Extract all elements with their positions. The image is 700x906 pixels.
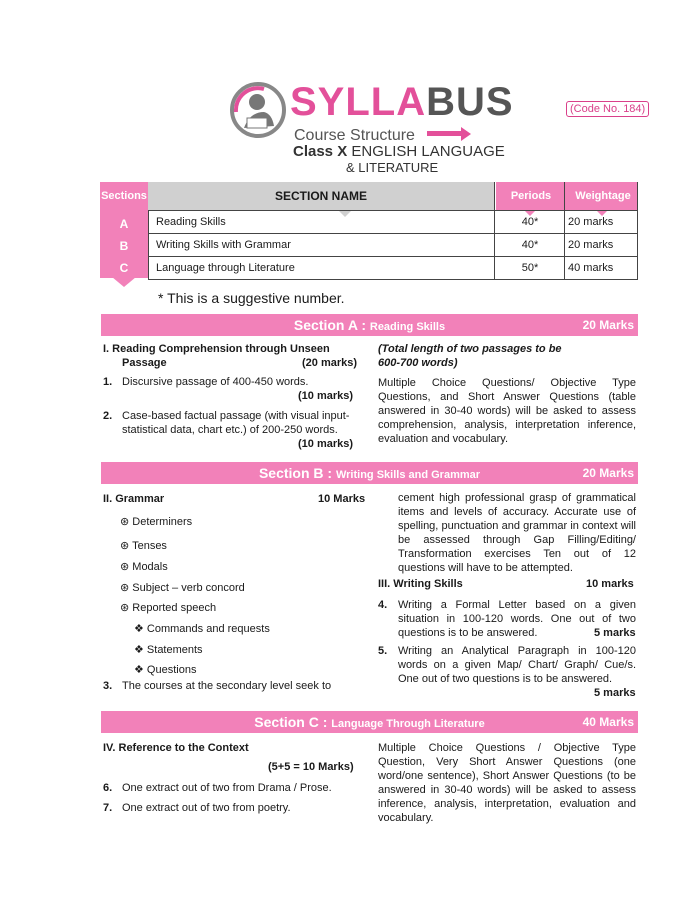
suggestive-note: * This is a suggestive number.: [158, 290, 345, 306]
item-1-text: Discursive passage of 400-450 words.: [122, 376, 309, 388]
grammar-item: ⊛ Determiners: [120, 516, 193, 528]
reading-heading: I. Reading Comprehension through Unseen: [103, 343, 330, 355]
grammar-item: ⊛ Reported speech: [120, 602, 217, 614]
item-6-text: One extract out of two from Drama / Prose.: [122, 782, 332, 794]
item-4-text: Writing a Formal Letter based on a given situation in 100-120 words. One out of two questions is to be answered.: [398, 599, 636, 639]
item-5-text: Writing an Analytical Paragraph in 100-120 words on a given Map/ Chart/ Graph/ Cue/s. One out of two questions is to be answered.: [398, 645, 636, 685]
item-number: 5.: [378, 645, 388, 657]
class-line: Class X ENGLISH LANGUAGE: [293, 143, 505, 160]
passage-length-note-2: 600-700 words): [378, 357, 458, 369]
item-4-marks: 5 marks: [594, 627, 636, 639]
table-row: Language through Literature 50* 40 marks: [148, 257, 638, 280]
writing-heading: III. Writing Skills: [378, 578, 463, 590]
item-2-text-2: statistical data, chart etc.) of 200-250 words.: [122, 424, 338, 436]
sections-column: [100, 182, 148, 278]
arrow-bar: [427, 131, 462, 136]
writing-marks: 10 marks: [586, 578, 634, 590]
sections-tip: [112, 277, 136, 287]
arrow-right-icon: [461, 127, 471, 141]
grammar-item: ⊛ Modals: [120, 561, 168, 573]
section-letter-a: A: [119, 217, 129, 231]
grammar-marks: 10 Marks: [318, 493, 366, 505]
speech-item: ❖ Commands and requests: [134, 623, 270, 635]
section-b-band: Section B : Writing Skills and Grammar 20 Marks: [101, 462, 638, 484]
section-c-band: Section C : Language Through Literature 40 Marks: [101, 711, 638, 733]
section-a-description: Multiple Choice Questions/ Objective Type Questions, and Short Answer Questions (table answered in 30-40 words) will be asked to assess comprehension, analysis, interpretation inference, evaluation and vocabulary.: [378, 377, 636, 445]
item-3-text: The courses at the secondary level seek to: [122, 680, 332, 692]
item-7-text: One extract out of two from poetry.: [122, 802, 291, 814]
item-number: 6.: [103, 782, 113, 794]
periods-weightage-header: Periods Weightage: [496, 182, 638, 210]
table-row: Reading Skills 40* 20 marks: [148, 211, 638, 234]
speech-item: ❖ Questions: [134, 664, 197, 676]
reading-marks: (20 marks): [302, 357, 358, 369]
grammar-heading: II. Grammar: [103, 493, 165, 505]
syllabus-title: SYLLABUS: [290, 80, 514, 124]
course-structure-subtitle: Course Structure: [294, 127, 415, 144]
item-5-marks: 5 marks: [594, 687, 636, 699]
item-number: 1.: [103, 376, 113, 388]
item-number: 3.: [103, 680, 113, 692]
section-letter-b: B: [119, 239, 129, 253]
grammar-item: ⊛ Subject – verb concord: [120, 582, 245, 594]
table-row: Writing Skills with Grammar 40* 20 marks: [148, 234, 638, 257]
item-2-text-1: Case-based factual passage (with visual input-: [122, 410, 350, 422]
section-a-band: Section A : Reading Skills 20 Marks: [101, 314, 638, 336]
section-letter-c: C: [119, 261, 129, 275]
reading-heading-2: Passage: [122, 357, 167, 369]
grammar-description: cement high professional grasp of grammatical items and levels of accuracy. Accurate use of spelling, punctuation and grammar in context will be assessed through Gap Filling/Editing/ Transformation exercises Ten out of 12 questions will have to be attempted.: [398, 492, 636, 574]
class-line-2: & LITERATURE: [346, 160, 439, 175]
reference-marks: (5+5 = 10 Marks): [268, 761, 354, 773]
item-number: 7.: [103, 802, 113, 814]
syllabus-logo-icon: [230, 82, 286, 138]
item-number: 2.: [103, 410, 113, 422]
reference-heading: IV. Reference to the Context: [103, 742, 249, 754]
section-name-header: SECTION NAME: [148, 182, 494, 210]
speech-item: ❖ Statements: [134, 644, 203, 656]
item-2-marks: (10 marks): [298, 438, 354, 450]
section-c-description: Multiple Choice Questions / Objective Type Question, Very Short Answer Questions (one word/one sentence), Short Answer Questions (to be answered in 30-40 words) will be asked to assess inference, analysis, interpretation, evaluation and vocabulary.: [378, 742, 636, 824]
grammar-item: ⊛ Tenses: [120, 540, 167, 552]
passage-length-note: (Total length of two passages to be: [378, 343, 562, 355]
item-number: 4.: [378, 599, 388, 611]
code-badge: (Code No. 184): [566, 101, 649, 117]
sections-header: Sections: [101, 190, 147, 202]
item-1-marks: (10 marks): [298, 390, 354, 402]
